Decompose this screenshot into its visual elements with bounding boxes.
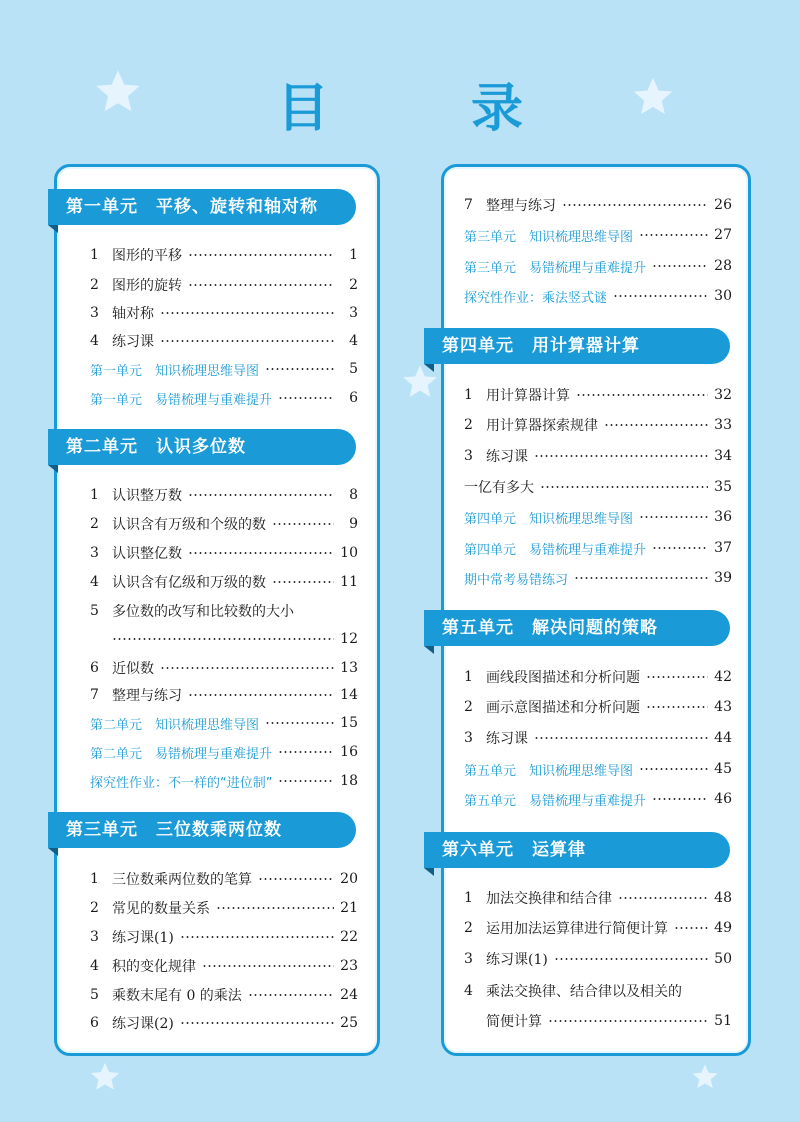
page-number: 24 bbox=[340, 987, 358, 1003]
page-number: 23 bbox=[340, 958, 358, 974]
page-number: 48 bbox=[714, 890, 732, 906]
entry-label: 一亿有多大 bbox=[464, 480, 534, 496]
page-number: 2 bbox=[349, 277, 358, 293]
star-icon bbox=[88, 1060, 122, 1094]
toc-entry[interactable] bbox=[90, 483, 358, 507]
entry-number: 1 bbox=[464, 890, 473, 906]
entry-label: 探究性作业：不一样的“进位制” bbox=[90, 775, 273, 791]
leader-dots bbox=[188, 494, 334, 496]
entry-number: 2 bbox=[464, 699, 473, 715]
page-number: 8 bbox=[349, 487, 358, 503]
entry-label: 乘数末尾有 0 的乘法 bbox=[112, 988, 242, 1004]
unit-header-2: 第二单元 认识多位数 bbox=[48, 429, 356, 465]
entry-number: 7 bbox=[464, 197, 473, 213]
entry-label: 第三单元 易错梳理与重难提升 bbox=[464, 260, 647, 276]
toc-entry-special[interactable] bbox=[464, 254, 732, 278]
leader-dots bbox=[639, 768, 708, 770]
entry-number: 1 bbox=[90, 871, 99, 887]
toc-entry-special[interactable] bbox=[464, 566, 732, 590]
entry-number: 4 bbox=[90, 958, 99, 974]
entry-label: 第四单元 易错梳理与重难提升 bbox=[464, 542, 647, 558]
page-number: 18 bbox=[340, 773, 358, 789]
entry-number: 7 bbox=[90, 687, 99, 703]
entry-label: 练习课 bbox=[486, 449, 528, 465]
toc-entry-continuation[interactable] bbox=[464, 1009, 732, 1033]
leader-dots bbox=[160, 340, 334, 342]
leader-dots bbox=[180, 1022, 334, 1024]
toc-entry[interactable] bbox=[464, 475, 732, 499]
leader-dots bbox=[639, 234, 708, 236]
entry-number: 3 bbox=[464, 448, 473, 464]
leader-dots bbox=[160, 667, 334, 669]
entry-number: 3 bbox=[464, 730, 473, 746]
page-number: 51 bbox=[714, 1013, 732, 1029]
unit-header-5: 第五单元 解决问题的策略 bbox=[424, 610, 730, 646]
toc-entry[interactable] bbox=[90, 896, 358, 920]
unit-header-4: 第四单元 用计算器计算 bbox=[424, 328, 730, 364]
toc-entry-special[interactable] bbox=[464, 223, 732, 247]
toc-entry[interactable] bbox=[90, 1011, 358, 1035]
leader-dots bbox=[272, 523, 334, 525]
entry-number: 2 bbox=[464, 417, 473, 433]
toc-entry-special[interactable] bbox=[464, 536, 732, 560]
page-number: 14 bbox=[340, 687, 358, 703]
entry-label: 用计算器探索规律 bbox=[486, 418, 598, 434]
entry-number: 5 bbox=[90, 987, 99, 1003]
toc-entry[interactable] bbox=[90, 656, 358, 680]
page-number: 3 bbox=[349, 305, 358, 321]
entry-label: 认识整万数 bbox=[112, 488, 182, 504]
entry-label: 练习课(1) bbox=[112, 930, 174, 946]
toc-entry[interactable] bbox=[90, 273, 358, 297]
leader-dots bbox=[646, 676, 708, 678]
entry-label: 第一单元 易错梳理与重难提升 bbox=[90, 392, 273, 408]
toc-entry[interactable] bbox=[464, 886, 732, 910]
leader-dots bbox=[639, 516, 708, 518]
page-number: 35 bbox=[714, 479, 732, 495]
page-number: 4 bbox=[349, 333, 358, 349]
toc-entry[interactable] bbox=[90, 512, 358, 536]
entry-number: 2 bbox=[90, 900, 99, 916]
page-number: 36 bbox=[714, 509, 732, 525]
toc-entry-special[interactable] bbox=[464, 505, 732, 529]
leader-dots bbox=[272, 581, 334, 583]
toc-entry[interactable] bbox=[464, 695, 732, 719]
leader-dots bbox=[278, 780, 334, 782]
entry-label: 练习课 bbox=[112, 334, 154, 350]
entry-label: 图形的平移 bbox=[112, 248, 182, 264]
toc-entry-special[interactable] bbox=[90, 711, 358, 735]
entry-label: 认识整亿数 bbox=[112, 546, 182, 562]
toc-entry-special[interactable] bbox=[464, 757, 732, 781]
entry-number: 4 bbox=[90, 574, 99, 590]
entry-label: 图形的旋转 bbox=[112, 278, 182, 294]
leader-dots bbox=[188, 694, 334, 696]
page-number: 6 bbox=[349, 390, 358, 406]
leader-dots bbox=[265, 722, 334, 724]
leader-dots bbox=[562, 204, 708, 206]
entry-number: 4 bbox=[464, 983, 473, 999]
star-icon bbox=[400, 362, 440, 402]
entry-label: 期中常考易错练习 bbox=[464, 572, 569, 588]
entry-label: 第五单元 知识梳理思维导图 bbox=[464, 763, 634, 779]
leader-dots bbox=[548, 1020, 708, 1022]
entry-label: 第二单元 知识梳理思维导图 bbox=[90, 717, 260, 733]
page-number: 49 bbox=[714, 920, 732, 936]
entry-label: 加法交换律和结合律 bbox=[486, 891, 612, 907]
entry-label: 练习课(1) bbox=[486, 952, 548, 968]
entry-label: 画示意图描述和分析问题 bbox=[486, 700, 640, 716]
toc-entry[interactable] bbox=[90, 925, 358, 949]
entry-number: 3 bbox=[90, 305, 99, 321]
entry-label: 认识含有万级和个级的数 bbox=[112, 517, 266, 533]
unit-header-1: 第一单元 平移、旋转和轴对称 bbox=[48, 189, 356, 225]
toc-entry-continuation[interactable] bbox=[90, 627, 358, 651]
page-number: 12 bbox=[340, 631, 358, 647]
entry-label: 练习课 bbox=[486, 731, 528, 747]
leader-dots bbox=[674, 927, 708, 929]
entry-label: 第一单元 知识梳理思维导图 bbox=[90, 363, 260, 379]
toc-entry[interactable] bbox=[464, 413, 732, 437]
entry-label: 多位数的改写和比较数的大小 bbox=[112, 604, 294, 620]
entry-number: 3 bbox=[90, 545, 99, 561]
entry-number: 1 bbox=[90, 247, 99, 263]
entry-label: 运用加法运算律进行简便计算 bbox=[486, 921, 668, 937]
toc-entry-special[interactable] bbox=[464, 787, 732, 811]
toc-entry[interactable] bbox=[464, 383, 732, 407]
page-number: 28 bbox=[714, 258, 732, 274]
leader-dots bbox=[258, 878, 334, 880]
unit-header-6: 第六单元 运算律 bbox=[424, 832, 730, 868]
leader-dots bbox=[540, 486, 708, 488]
toc-entry[interactable] bbox=[90, 243, 358, 267]
entry-label: 用计算器计算 bbox=[486, 388, 570, 404]
entry-label: 简便计算 bbox=[486, 1014, 542, 1030]
toc-entry-special[interactable] bbox=[90, 740, 358, 764]
entry-number: 2 bbox=[90, 277, 99, 293]
toc-entry[interactable] bbox=[90, 541, 358, 565]
page-number: 45 bbox=[714, 761, 732, 777]
entry-label: 三位数乘两位数的笔算 bbox=[112, 872, 252, 888]
entry-number: 1 bbox=[464, 387, 473, 403]
entry-number: 3 bbox=[464, 951, 473, 967]
toc-entry[interactable] bbox=[464, 947, 732, 971]
toc-entry-special[interactable] bbox=[90, 769, 358, 793]
entry-number: 3 bbox=[90, 929, 99, 945]
page-number: 11 bbox=[340, 574, 358, 590]
leader-dots bbox=[652, 798, 708, 800]
star-icon bbox=[690, 1062, 720, 1092]
unit-header-3: 第三单元 三位数乘两位数 bbox=[48, 812, 356, 848]
leader-dots bbox=[248, 994, 334, 996]
page-number: 46 bbox=[714, 791, 732, 807]
leader-dots bbox=[278, 397, 334, 399]
leader-dots bbox=[180, 936, 334, 938]
entry-number: 2 bbox=[90, 516, 99, 532]
leader-dots bbox=[216, 907, 334, 909]
toc-entry[interactable] bbox=[90, 867, 358, 891]
entry-label: 练习课(2) bbox=[112, 1016, 174, 1032]
toc-entry[interactable] bbox=[464, 193, 732, 217]
page-title: 目 录 bbox=[276, 79, 586, 139]
leader-dots bbox=[188, 284, 334, 286]
page-number: 20 bbox=[340, 871, 358, 887]
page-number: 26 bbox=[714, 197, 732, 213]
entry-label: 整理与练习 bbox=[112, 688, 182, 704]
entry-label: 第二单元 易错梳理与重难提升 bbox=[90, 746, 273, 762]
page-number: 30 bbox=[714, 288, 732, 304]
leader-dots bbox=[574, 577, 708, 579]
leader-dots bbox=[618, 897, 708, 899]
page-number: 22 bbox=[340, 929, 358, 945]
entry-label: 轴对称 bbox=[112, 306, 154, 322]
page-number: 9 bbox=[349, 516, 358, 532]
leader-dots bbox=[646, 706, 708, 708]
toc-entry[interactable] bbox=[464, 726, 732, 750]
toc-entry-special[interactable] bbox=[90, 386, 358, 410]
toc-entry[interactable] bbox=[90, 329, 358, 353]
toc-entry-special[interactable] bbox=[90, 357, 358, 381]
entry-label: 探究性作业：乘法竖式谜 bbox=[464, 290, 608, 306]
entry-label: 画线段图描述和分析问题 bbox=[486, 670, 640, 686]
leader-dots bbox=[534, 737, 708, 739]
toc-entry[interactable] bbox=[464, 979, 732, 1003]
page-number: 50 bbox=[714, 951, 732, 967]
page-number: 10 bbox=[340, 545, 358, 561]
page-number: 25 bbox=[340, 1015, 358, 1031]
page-number: 33 bbox=[714, 417, 732, 433]
page-number: 1 bbox=[349, 247, 358, 263]
entry-label: 乘法交换律、结合律以及相关的 bbox=[486, 984, 682, 1000]
page-number: 42 bbox=[714, 669, 732, 685]
page-number: 5 bbox=[349, 361, 358, 377]
entry-label: 第五单元 易错梳理与重难提升 bbox=[464, 793, 647, 809]
toc-entry[interactable] bbox=[464, 916, 732, 940]
toc-entry[interactable] bbox=[90, 570, 358, 594]
leader-dots bbox=[613, 295, 708, 297]
entry-number: 2 bbox=[464, 920, 473, 936]
entry-label: 第四单元 知识梳理思维导图 bbox=[464, 511, 634, 527]
leader-dots bbox=[188, 254, 334, 256]
leader-dots bbox=[160, 312, 334, 314]
toc-entry[interactable] bbox=[464, 665, 732, 689]
leader-dots bbox=[112, 638, 334, 640]
toc-entry-special[interactable] bbox=[464, 284, 732, 308]
entry-number: 6 bbox=[90, 1015, 99, 1031]
entry-label: 第三单元 知识梳理思维导图 bbox=[464, 229, 634, 245]
toc-entry[interactable] bbox=[90, 599, 358, 623]
page-number: 34 bbox=[714, 448, 732, 464]
entry-label: 近似数 bbox=[112, 661, 154, 677]
entry-number: 1 bbox=[90, 487, 99, 503]
page-number: 16 bbox=[340, 744, 358, 760]
page-number: 15 bbox=[340, 715, 358, 731]
page-number: 13 bbox=[340, 660, 358, 676]
leader-dots bbox=[534, 455, 708, 457]
page-number: 37 bbox=[714, 540, 732, 556]
leader-dots bbox=[202, 965, 334, 967]
leader-dots bbox=[554, 958, 708, 960]
toc-entry[interactable] bbox=[90, 683, 358, 707]
leader-dots bbox=[652, 265, 708, 267]
leader-dots bbox=[278, 751, 334, 753]
leader-dots bbox=[604, 424, 708, 426]
leader-dots bbox=[265, 368, 334, 370]
entry-label: 积的变化规律 bbox=[112, 959, 196, 975]
leader-dots bbox=[188, 552, 334, 554]
toc-entry[interactable] bbox=[90, 954, 358, 978]
page-number: 21 bbox=[340, 900, 358, 916]
page-number: 39 bbox=[714, 570, 732, 586]
page-number: 44 bbox=[714, 730, 732, 746]
page-number: 27 bbox=[714, 227, 732, 243]
entry-label: 整理与练习 bbox=[486, 198, 556, 214]
toc-entry[interactable] bbox=[90, 301, 358, 325]
entry-number: 4 bbox=[90, 333, 99, 349]
leader-dots bbox=[576, 394, 708, 396]
entry-number: 1 bbox=[464, 669, 473, 685]
entry-label: 常见的数量关系 bbox=[112, 901, 210, 917]
page-number: 32 bbox=[714, 387, 732, 403]
entry-number: 5 bbox=[90, 603, 99, 619]
entry-label: 认识含有亿级和万级的数 bbox=[112, 575, 266, 591]
page-number: 43 bbox=[714, 699, 732, 715]
leader-dots bbox=[652, 547, 708, 549]
entry-number: 6 bbox=[90, 660, 99, 676]
toc-entry[interactable] bbox=[464, 444, 732, 468]
toc-entry[interactable] bbox=[90, 983, 358, 1007]
